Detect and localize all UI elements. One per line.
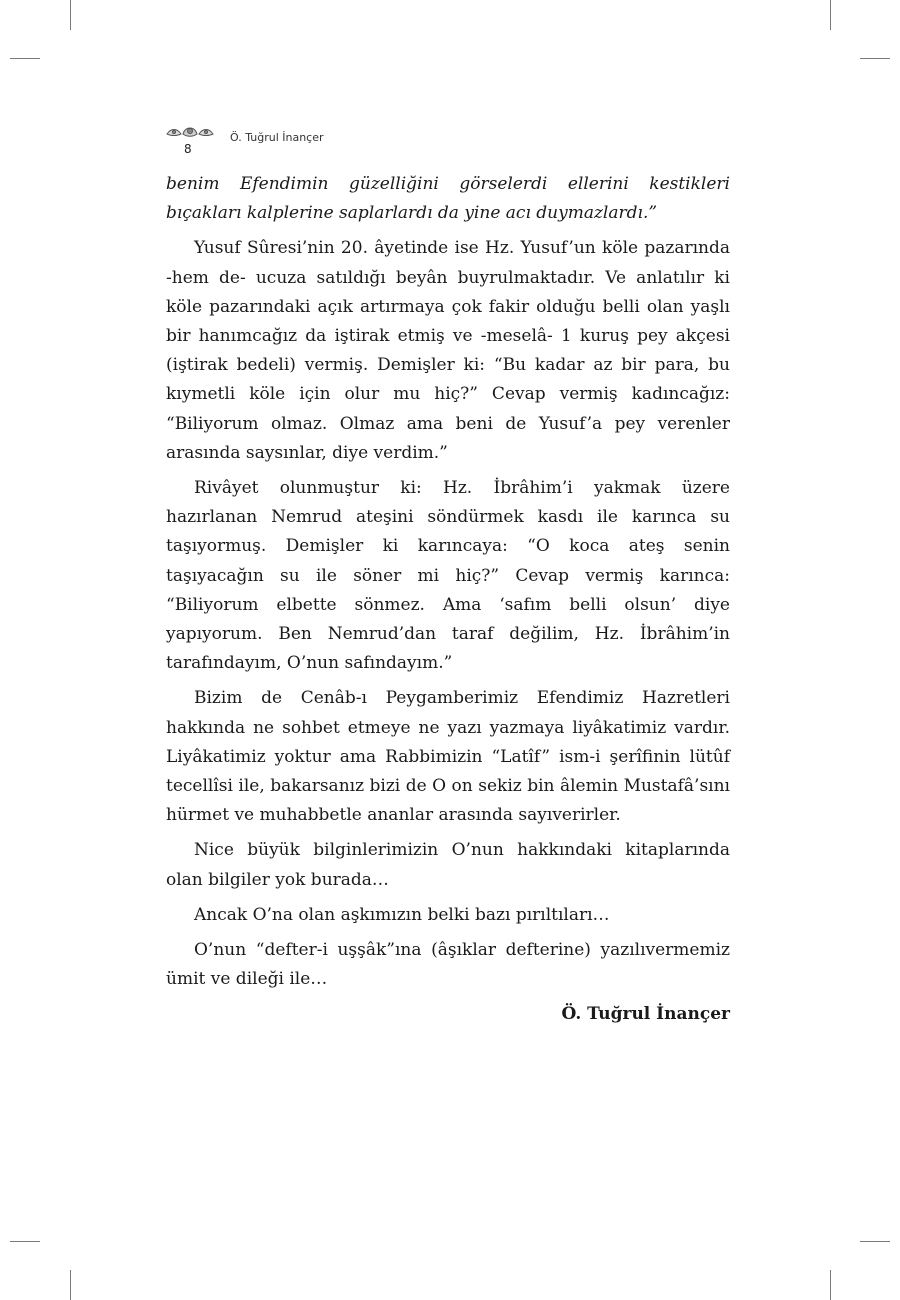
signature: Ö. Tuğrul İnançer (561, 1004, 730, 1025)
crop-mark-right-bottom (860, 1241, 890, 1242)
crop-mark-left-bottom (10, 1241, 40, 1242)
crop-mark-left-top (10, 58, 40, 59)
paragraph: benim Efendimin güzelliğini görselerdi ellerini kestikleri bıçakları kalplerine saplarlardı da yine acı duymazlardı.” (166, 174, 730, 224)
paragraph: Bizim de Cenâb-ı Peygamberimiz Efendimiz Hazretleri hakkında ne sohbet etmeye ne yazı yazmaya liyâkatimiz vardır. Liyâkatimiz yoktur ama Rabbimizin “Latîf” ism-i şerîfinin lütûf tecellîsi ile, bakarsanız bizi de O on sekiz bin âlemin Mustafâ’sını hürmet ve muhabbetle ananlar arasında sayıverirler. (166, 688, 730, 826)
crop-mark-right-top (860, 58, 890, 59)
crop-mark-top-left (70, 0, 71, 30)
paragraph: Ancak O’na olan aşkımızın belki bazı pırıltıları… (194, 904, 610, 925)
running-title: Ö. Tuğrul İnançer (230, 131, 324, 144)
body-text (166, 170, 730, 1036)
crop-mark-bottom-left (70, 1270, 71, 1300)
ornament-icon (165, 122, 215, 142)
crop-mark-bottom-right (830, 1270, 831, 1300)
page-number: 8 (184, 142, 192, 156)
paragraph: Rivâyet olunmuştur ki: Hz. İbrâhim’i yakmak üzere hazırlanan Nemrud ateşini söndürmek kasdı ile karınca su taşıyormuş. Demişler ki karıncaya: “O koca ateş senin taşıyacağın su ile söner mi hiç?” Cevap vermiş karınca: “Biliyorum elbette sönmez. Ama ‘safım belli olsun’ diye yapıyorum. Ben Nemrud’dan taraf değilim, Hz. İbrâhim’in tarafındayım, O’nun safındayım.” (166, 478, 730, 674)
crop-mark-top-right (830, 0, 831, 30)
running-head (165, 122, 565, 162)
paragraph: Nice büyük bilginlerimizin O’nun hakkındaki kitaplarında olan bilgiler yok burada… (166, 840, 730, 890)
paragraph: O’nun “defter-i uşşâk”ına (âşıklar defterine) yazılıvermemiz ümit ve dileği ile… (166, 940, 730, 990)
paragraph: Yusuf Sûresi’nin 20. âyetinde ise Hz. Yusuf’un köle pazarında -hem de- ucuza satıldığı beyân buyrulmaktadır. Ve anlatılır ki köle pazarındaki açık artırmaya çok fakir olduğu belli olan yaşlı bir hanımcağız da iştirak etmiş ve -meselâ- 1 kuruş pey akçesi (iştirak bedeli) vermiş. Demişler ki: “Bu kadar az bir para, bu kıymetli köle için olur mu hiç?” Cevap vermiş kadıncağız: “Biliyorum olmaz. Olmaz ama beni de Yusuf’a pey verenler arasında saysınlar, diye verdim.” (166, 238, 730, 463)
